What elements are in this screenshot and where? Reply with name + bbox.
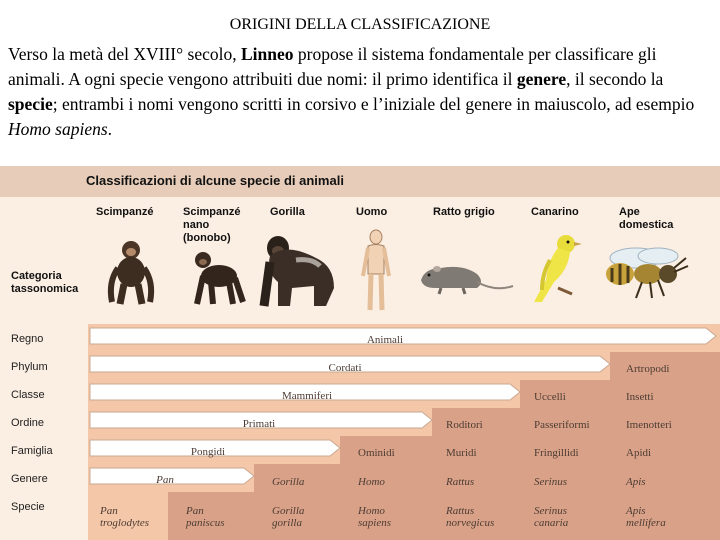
binomial-epithet: gorilla (272, 517, 302, 529)
intro-text-5: . (107, 119, 113, 139)
intro-text-2: propose il sistema fondamentale per classificare gli animali. A ogni specie vengono attribuiti due nomi: il primo identifica il (8, 44, 657, 89)
canary-icon (528, 230, 586, 306)
species-binomial-canary (534, 505, 568, 529)
rat-icon (415, 258, 515, 298)
cell-genere-rattus: Rattus (446, 476, 475, 488)
cell-uccelli: Uccelli (534, 391, 566, 403)
species-binomial-gorilla (272, 505, 304, 529)
intro-example: Homo sapiens (8, 119, 108, 139)
cell-fringillidi: Fringillidi (534, 447, 579, 459)
binomial-epithet: paniscus (186, 517, 225, 529)
bar-label-pan: Pan (156, 474, 174, 486)
binomial-genus: Serinus (534, 505, 567, 517)
intro-linneo: Linneo (240, 44, 294, 64)
category-label: Categoria tassonomica (11, 270, 79, 295)
bar-label-primati: Primati (242, 418, 276, 430)
species-name-chimpanzee: Scimpanzé (96, 206, 154, 218)
figure-title: Classificazioni di alcune specie di animali (86, 173, 344, 188)
intro-text-4: ; entrambi i nomi vengono scritti in corsivo e l’iniziale del genere in maiuscolo, ad esempio (52, 94, 695, 114)
cell-apidi: Apidi (626, 447, 652, 459)
cell-roditori: Roditori (446, 419, 483, 431)
intro-specie: specie (8, 94, 53, 114)
gorilla-icon (256, 232, 340, 310)
binomial-genus: Rattus (446, 505, 475, 517)
cell-genere-serinus: Serinus (534, 476, 567, 488)
rank-label-specie: Specie (11, 501, 45, 513)
species-name-bonobo: Scimpanzé nano (bonobo) (183, 206, 241, 244)
binomial-epithet: mellifera (626, 517, 666, 529)
cell-insetti: Insetti (626, 391, 654, 403)
species-binomial-bonobo (186, 505, 225, 529)
binomial-genus: Homo (358, 505, 385, 517)
species-name-rat: Ratto grigio (433, 206, 495, 218)
species-binomial-human (358, 505, 391, 529)
cell-genere-apis: Apis (626, 476, 646, 488)
cell-genere-gorilla: Gorilla (272, 476, 305, 488)
rank-label-famiglia: Famiglia (11, 445, 53, 457)
rank-label-phylum: Phylum (11, 361, 48, 373)
cell-passeriformi: Passeriformi (534, 419, 590, 431)
cell-imenotteri: Imenotteri (626, 419, 672, 431)
bar-label-mammiferi: Mammiferi (281, 390, 333, 402)
binomial-epithet: troglodytes (100, 517, 150, 529)
bar-label-cordati: Cordati (328, 362, 362, 374)
rank-label-ordine: Ordine (11, 417, 45, 429)
rank-label-regno: Regno (11, 333, 44, 345)
binomial-epithet: canaria (534, 517, 569, 529)
human-icon (360, 228, 392, 312)
binomial-genus: Apis (626, 505, 646, 517)
intro-text-1: Verso la metà del XVIII° secolo, (8, 44, 241, 64)
binomial-epithet: norvegicus (446, 517, 495, 529)
cell-artropodi: Artropodi (626, 363, 670, 375)
bonobo-icon (185, 248, 249, 308)
species-binomial-bee (626, 505, 666, 529)
binomial-genus: Pan (100, 505, 118, 517)
cell-genere-homo: Homo (358, 476, 385, 488)
species-name-gorilla: Gorilla (270, 206, 305, 218)
species-binomial-rat (446, 505, 494, 529)
binomial-epithet: sapiens (358, 517, 391, 529)
chimpanzee-icon (104, 238, 158, 308)
intro-genere: genere (516, 69, 567, 89)
species-binomial-chimpanzee (100, 505, 149, 529)
slide-title: ORIGINI DELLA CLASSIFICAZIONE (229, 16, 491, 33)
bar-label-animali: Animali (366, 334, 404, 346)
bar-label-pongidi: Pongidi (190, 446, 226, 458)
bee-icon (596, 244, 692, 300)
cell-muridi: Muridi (446, 447, 477, 459)
cell-ominidi: Ominidi (358, 447, 395, 459)
rank-label-classe: Classe (11, 389, 45, 401)
classification-figure (0, 166, 720, 540)
binomial-genus: Gorilla (272, 505, 305, 517)
species-name-human: Uomo (356, 206, 388, 218)
species-name-bee: Ape domestica (619, 206, 674, 231)
binomial-genus: Pan (186, 505, 204, 517)
intro-text-3: , il secondo la (566, 69, 664, 89)
intro-paragraph (8, 42, 716, 142)
rank-label-genere: Genere (11, 473, 48, 485)
species-name-canary: Canarino (531, 206, 579, 218)
